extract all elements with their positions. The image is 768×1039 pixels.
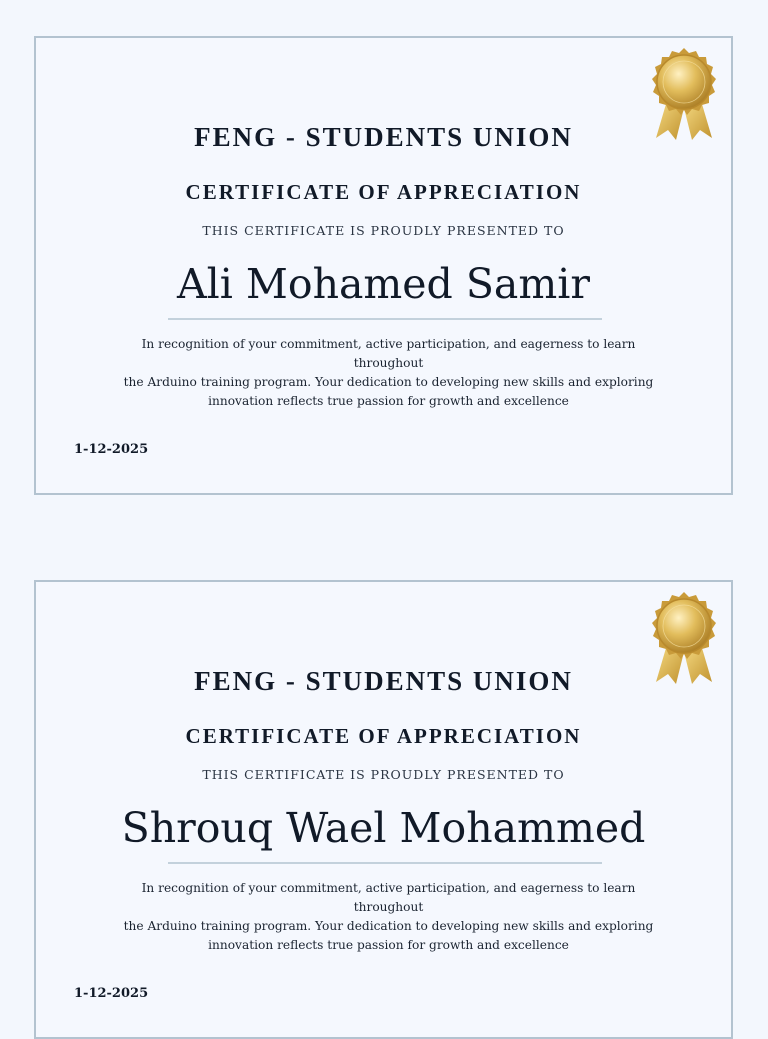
body-line: innovation reflects true passion for growth and excellence [208, 938, 569, 952]
body-line: the Arduino training program. Your dedication to developing new skills and exploring [123, 375, 654, 389]
presented-to-text: THIS CERTIFICATE IS PROUDLY PRESENTED TO [202, 767, 565, 782]
recipient-name: Shrouq Wael Mohammed [121, 804, 646, 852]
certificate-date: 1-12-2025 [74, 986, 149, 1001]
organization-name: FENG - STUDENTS UNION [194, 122, 573, 152]
certificate-date: 1-12-2025 [74, 442, 149, 457]
presented-to-text: THIS CERTIFICATE IS PROUDLY PRESENTED TO [202, 223, 565, 238]
body-line: In recognition of your commitment, active participation, and eagerness to learn throughout [141, 337, 636, 370]
body-line: innovation reflects true passion for growth and excellence [208, 394, 569, 408]
certificate-body [106, 335, 671, 411]
organization-name: FENG - STUDENTS UNION [194, 666, 573, 696]
certificate-title: CERTIFICATE OF APPRECIATION [185, 180, 582, 204]
name-underline [168, 318, 602, 320]
body-line: In recognition of your commitment, active participation, and eagerness to learn throughout [141, 881, 636, 914]
certificate-body [106, 879, 671, 955]
body-line: the Arduino training program. Your dedication to developing new skills and exploring [123, 919, 654, 933]
certificate-card [34, 36, 733, 495]
recipient-name: Ali Mohamed Samir [177, 260, 590, 308]
certificate-title: CERTIFICATE OF APPRECIATION [185, 724, 582, 748]
certificate-card [34, 580, 733, 1039]
name-underline [168, 862, 602, 864]
